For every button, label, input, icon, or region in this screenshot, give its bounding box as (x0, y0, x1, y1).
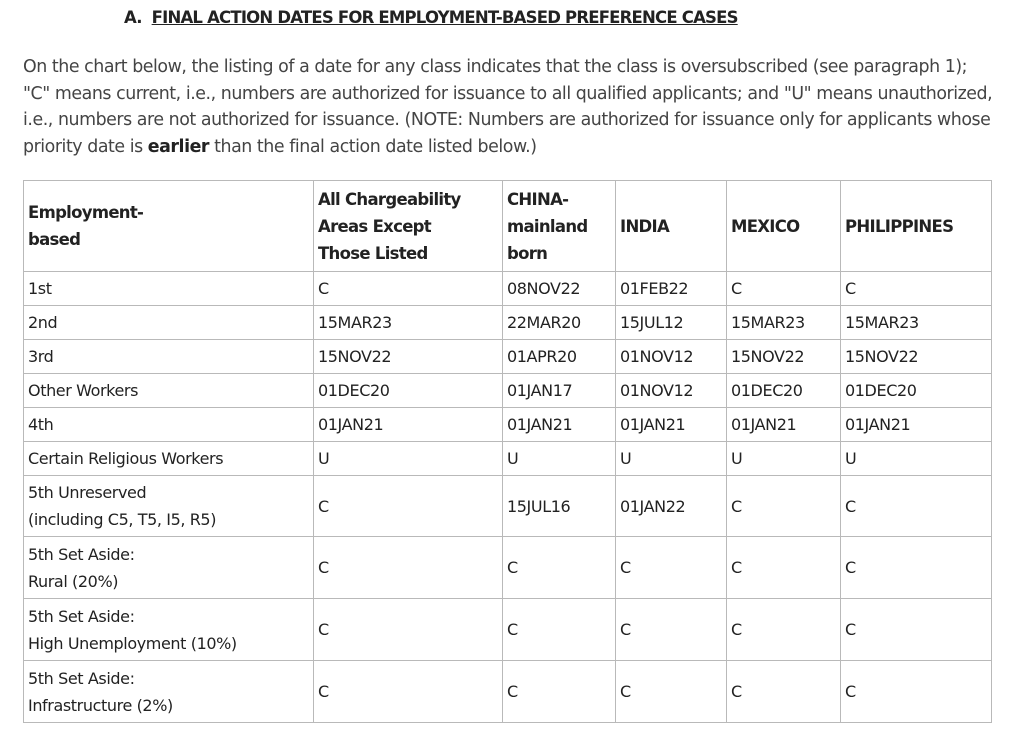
date-cell: U (314, 442, 503, 476)
date-cell: 22MAR20 (503, 306, 616, 340)
date-cell: 01APR20 (503, 340, 616, 374)
section-title: FINAL ACTION DATES FOR EMPLOYMENT-BASED PREFERENCE CASES (151, 8, 738, 27)
date-cell: C (616, 661, 727, 723)
date-cell: C (314, 537, 503, 599)
date-cell: C (314, 272, 503, 306)
date-cell: C (314, 661, 503, 723)
date-cell: C (841, 272, 992, 306)
date-cell: C (841, 661, 992, 723)
date-cell: 15NOV22 (314, 340, 503, 374)
date-cell: 01NOV12 (616, 374, 727, 408)
date-cell: C (727, 537, 841, 599)
date-cell: 01JAN21 (503, 408, 616, 442)
date-cell: 15NOV22 (727, 340, 841, 374)
category-cell: 3rd (24, 340, 314, 374)
table-row (24, 408, 992, 442)
header-india: INDIA (616, 181, 727, 272)
date-cell: C (503, 537, 616, 599)
date-cell: 15MAR23 (841, 306, 992, 340)
header-employment-based: Employment- based (24, 181, 314, 272)
date-cell: C (314, 476, 503, 537)
date-cell: 15MAR23 (727, 306, 841, 340)
date-cell: 08NOV22 (503, 272, 616, 306)
table-body (24, 272, 992, 723)
date-cell: C (727, 661, 841, 723)
date-cell: 01JAN17 (503, 374, 616, 408)
date-cell: 15NOV22 (841, 340, 992, 374)
table-row (24, 661, 992, 723)
intro-paragraph (23, 54, 998, 160)
date-cell: 01FEB22 (616, 272, 727, 306)
category-cell: 5th Set Aside: High Unemployment (10%) (24, 599, 314, 661)
table-row (24, 476, 992, 537)
date-cell: 01JAN21 (841, 408, 992, 442)
date-cell: 15JUL12 (616, 306, 727, 340)
date-cell: C (314, 599, 503, 661)
date-cell: U (616, 442, 727, 476)
date-cell: U (841, 442, 992, 476)
category-cell: 5th Set Aside: Rural (20%) (24, 537, 314, 599)
category-cell: 5th Unreserved (including C5, T5, I5, R5) (24, 476, 314, 537)
section-letter: A. (124, 8, 142, 27)
table-row (24, 374, 992, 408)
category-cell: Certain Religious Workers (24, 442, 314, 476)
date-cell: 01NOV12 (616, 340, 727, 374)
final-action-dates-table (23, 180, 992, 723)
table-row (24, 442, 992, 476)
date-cell: 01JAN21 (314, 408, 503, 442)
date-cell: C (841, 476, 992, 537)
category-cell: 4th (24, 408, 314, 442)
date-cell: C (503, 661, 616, 723)
category-cell: 1st (24, 272, 314, 306)
header-china: CHINA- mainland born (503, 181, 616, 272)
section-heading (124, 8, 738, 27)
category-cell: 2nd (24, 306, 314, 340)
table-row (24, 272, 992, 306)
date-cell: 01JAN22 (616, 476, 727, 537)
date-cell: C (841, 599, 992, 661)
date-cell: C (503, 599, 616, 661)
category-cell: Other Workers (24, 374, 314, 408)
date-cell: 15JUL16 (503, 476, 616, 537)
date-cell: U (503, 442, 616, 476)
date-cell: 01JAN21 (616, 408, 727, 442)
table-row (24, 537, 992, 599)
date-cell: C (616, 537, 727, 599)
intro-text-1: On the chart below, the listing of a date for any class indicates that the class is oversubscribed (see paragraph 1); "C" means current, i.e., numbers are authorized for issuance to all qualified applicants; and "U" means unauthorized, i.e., numbers are not authorized for issuance. (NOTE: Numbers are authorized for issuance only for applicants whose priority date is (23, 57, 993, 157)
category-cell: 5th Set Aside: Infrastructure (2%) (24, 661, 314, 723)
date-cell: 01DEC20 (841, 374, 992, 408)
date-cell: 01JAN21 (727, 408, 841, 442)
intro-text-2: than the final action date listed below.) (209, 136, 537, 157)
date-cell: 01DEC20 (727, 374, 841, 408)
header-row (24, 181, 992, 272)
header-philippines: PHILIPPINES (841, 181, 992, 272)
date-cell: C (727, 476, 841, 537)
date-cell: C (841, 537, 992, 599)
date-cell: C (727, 272, 841, 306)
table-row (24, 599, 992, 661)
date-cell: U (727, 442, 841, 476)
date-cell: C (727, 599, 841, 661)
date-cell: C (616, 599, 727, 661)
date-cell: 01DEC20 (314, 374, 503, 408)
table-row (24, 306, 992, 340)
header-all-chargeability: All Chargeability Areas Except Those Listed (314, 181, 503, 272)
header-mexico: MEXICO (727, 181, 841, 272)
intro-bold-text: earlier (147, 136, 210, 157)
date-cell: 15MAR23 (314, 306, 503, 340)
table-row (24, 340, 992, 374)
